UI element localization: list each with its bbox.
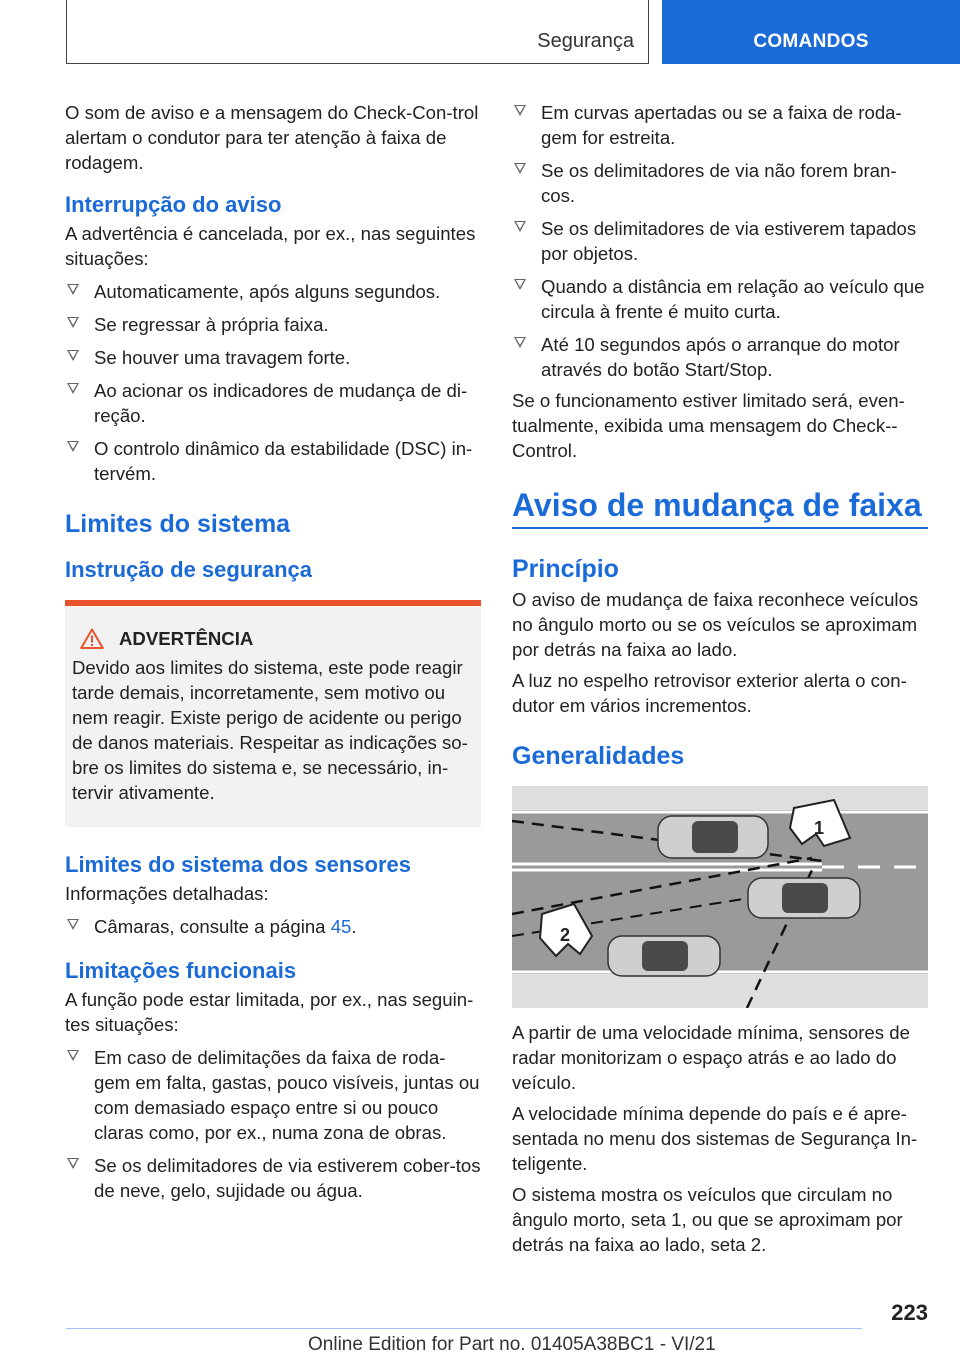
warning-box	[65, 600, 481, 827]
list-item: Se regressar à própria faixa.	[65, 312, 481, 337]
func-text: A função pode estar limitada, por ex., nas seguin-tes situações:	[65, 989, 474, 1035]
main-heading: Aviso de mudança de faixa	[512, 487, 922, 523]
principle-paragraph-2: A luz no espelho retrovisor exterior alerta o con-dutor em vários incrementos.	[512, 670, 907, 716]
list-item: Em curvas apertadas ou se a faixa de roda-gem for estreita.	[512, 100, 928, 150]
sensor-heading: Limites do sistema dos sensores	[65, 852, 412, 877]
header-section	[66, 0, 649, 64]
warning-text: Devido aos limites do sistema, este pode reagir tarde demais, incorretamente, sem motivo ou nem reagir. Existe perigo de acidente ou perigo de danos materiais. Respeitar as indicações so-bre os limites do sistema e, se necessário, in-tervir ativamente.	[72, 657, 468, 803]
principle-heading: Princípio	[512, 555, 619, 583]
triangle-bullet-icon	[514, 163, 526, 174]
list-item: Até 10 segundos após o arranque do motor através do botão Start/Stop.	[512, 332, 928, 382]
list-item: Se os delimitadores de via não forem bran-cos.	[512, 158, 928, 208]
car-icon	[608, 936, 720, 976]
list-item: O controlo dinâmico da estabilidade (DSC) in-tervém.	[65, 436, 481, 486]
triangle-bullet-icon	[514, 105, 526, 116]
lane-change-figure	[512, 786, 928, 1008]
func-heading: Limitações funcionais	[65, 958, 297, 983]
intro-paragraph: O som de aviso e a mensagem do Check-Con-trol alertam o condutor para ter atenção à faixa de rodagem.	[65, 102, 479, 173]
page-link[interactable]: 45	[330, 916, 352, 937]
triangle-bullet-icon	[67, 317, 79, 328]
footer-divider	[66, 1328, 862, 1329]
interrupt-heading: Interrupção do aviso	[65, 192, 282, 217]
page-number: 223	[891, 1300, 928, 1325]
chapter-tab-label: COMANDOS	[753, 31, 869, 52]
triangle-bullet-icon	[67, 383, 79, 394]
general-heading: Generalidades	[512, 742, 685, 770]
section-title: Segurança	[537, 30, 634, 52]
warning-triangle-icon	[80, 628, 104, 649]
principle-paragraph-1: O aviso de mudança de faixa reconhece veículos no ângulo morto ou se os veículos se aproximam por detrás na faixa ao lado.	[512, 589, 919, 660]
list-item: Em caso de delimitações da faixa de roda-gem em falta, gastas, pouco visíveis, juntas ou com demasiado espaço entre si ou pouco claras como, por ex., numa zona de obras.	[65, 1045, 481, 1145]
list-item: Se os delimitadores de via estiverem cober-tos de neve, gelo, sujidade ou água.	[65, 1153, 481, 1203]
list-item: Ao acionar os indicadores de mudança de di-reção.	[65, 378, 481, 428]
triangle-bullet-icon	[514, 279, 526, 290]
safety-heading: Instrução de segurança	[65, 557, 312, 582]
svg-text:1: 1	[814, 818, 825, 838]
list-item: Se os delimitadores de via estiverem tapados por objetos.	[512, 216, 928, 266]
interrupt-text: A advertência é cancelada, por ex., nas seguintes situações:	[65, 223, 476, 269]
list-item: Câmaras, consulte a página 45.	[65, 914, 481, 939]
sensor-text: Informações detalhadas:	[65, 883, 269, 904]
list-item: Quando a distância em relação ao veículo que circula à frente é muito curta.	[512, 274, 928, 324]
car-icon	[748, 878, 860, 918]
chapter-tab[interactable]	[662, 0, 960, 64]
triangle-bullet-icon	[67, 1050, 79, 1061]
left-column	[65, 100, 481, 1203]
triangle-bullet-icon	[514, 337, 526, 348]
triangle-bullet-icon	[67, 919, 79, 930]
triangle-bullet-icon	[67, 441, 79, 452]
warning-title: ADVERTÊNCIA	[72, 626, 473, 651]
car-icon	[658, 816, 768, 858]
triangle-bullet-icon	[67, 284, 79, 295]
limits-list-continued	[512, 100, 928, 382]
list-item: Se houver uma travagem forte.	[65, 345, 481, 370]
lane-diagram	[512, 786, 928, 1008]
list-item: Automaticamente, após alguns segundos.	[65, 279, 481, 304]
triangle-bullet-icon	[67, 350, 79, 361]
interrupt-list	[65, 279, 481, 486]
general-paragraph-3: O sistema mostra os veículos que circulam no ângulo morto, seta 1, ou que se aproximam por detrás na faixa ao lado, seta 2.	[512, 1184, 903, 1255]
limits-heading: Limites do sistema	[65, 510, 291, 538]
limited-text: Se o funcionamento estiver limitado será, even-tualmente, exibida uma mensagem do Check--Control.	[512, 390, 905, 461]
triangle-bullet-icon	[514, 221, 526, 232]
func-list	[65, 1045, 481, 1203]
general-paragraph-1: A partir de uma velocidade mínima, sensores de radar monitorizam o espaço atrás e ao lado do veículo.	[512, 1022, 910, 1093]
triangle-bullet-icon	[67, 1158, 79, 1169]
main-heading-wrap	[512, 485, 928, 529]
svg-text:2: 2	[560, 925, 571, 945]
general-paragraph-2: A velocidade mínima depende do país e é apre-sentada no menu dos sistemas de Segurança In-teligente.	[512, 1103, 918, 1174]
sensor-list	[65, 914, 481, 939]
footer-edition: Online Edition for Part no. 01405A38BC1 - VI/21	[308, 1334, 716, 1355]
right-column	[512, 100, 928, 1257]
